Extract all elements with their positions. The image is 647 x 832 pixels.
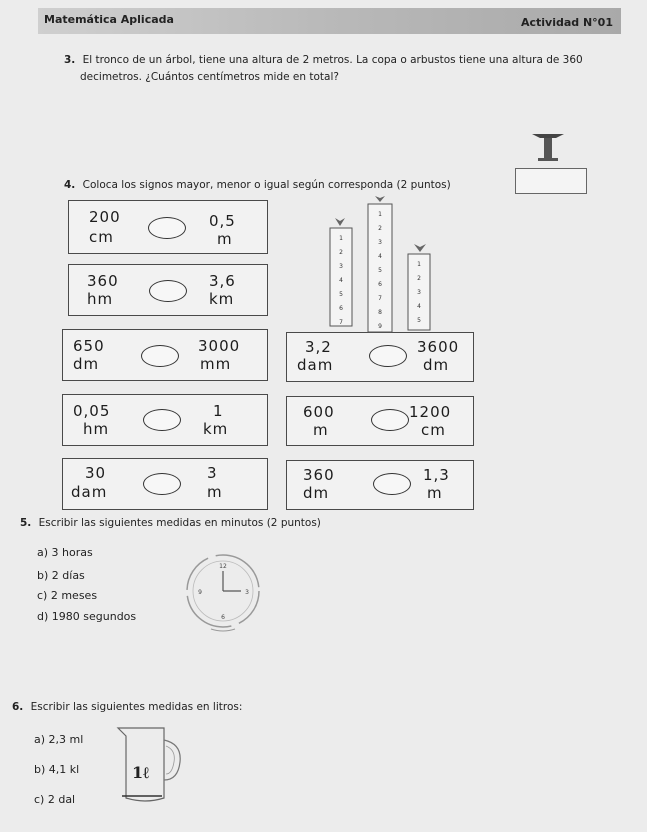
sign-oval[interactable] [373,473,411,495]
sign-oval[interactable] [141,345,179,367]
ruler-a-label: 7 [339,319,343,326]
comparison-box [286,460,474,510]
left-unit: hm [83,420,110,438]
clock-label: 6 [221,614,225,621]
clock-icon [183,543,263,635]
question-text: Escribir las siguientes medidas en litros: [30,701,243,713]
item-text: 2,3 ml [48,733,84,746]
right-unit: dm [423,356,450,374]
list-item [34,793,75,806]
left-value: 360 [87,272,119,290]
item-letter: b) [34,763,46,776]
item-letter: a) [37,546,49,559]
item-text: 4,1 kl [48,763,80,776]
list-item [34,733,83,746]
item-text: 2 dal [47,793,76,806]
left-value: 600 [303,403,335,421]
right-unit: cm [421,421,446,439]
left-value: 30 [85,464,107,482]
ruler-b-label: 5 [378,267,382,274]
rulers-illustration [316,196,446,336]
right-value: 1,3 [423,466,450,484]
ruler-b-label: 6 [378,281,382,288]
left-unit: dam [71,483,108,501]
right-unit: mm [200,355,232,373]
comparison-box [62,329,268,381]
ruler-c-label: 3 [417,289,421,296]
question-number: 6. [12,701,24,713]
right-value: 1 [213,402,224,420]
right-unit: km [209,290,235,308]
right-value: 3 [207,464,218,482]
item-text: 2 días [51,569,85,582]
left-unit: dm [73,355,100,373]
ruler-b-label: 9 [378,323,382,330]
ruler-c-label: 4 [417,303,421,310]
left-unit: dam [297,356,334,374]
clock-label: 9 [198,589,202,596]
right-value: 0,5 [209,212,236,230]
comparison-box [68,264,268,316]
question-6 [12,700,242,715]
left-value: 0,05 [73,402,111,420]
item-text: 1980 segundos [51,610,137,623]
item-letter: c) [34,793,45,806]
ruler-b-label: 2 [378,225,382,232]
list-item [37,589,97,602]
item-letter: a) [34,733,46,746]
item-letter: b) [37,569,49,582]
left-unit: dm [303,484,330,502]
comparison-box [286,332,474,382]
sign-oval[interactable] [149,280,187,302]
item-text: 2 meses [50,589,98,602]
ruler-c-label: 2 [417,275,421,282]
question-3 [64,53,624,68]
question-number: 4. [64,179,76,191]
ruler-b-label: 4 [378,253,382,260]
ruler-a-label: 6 [339,305,343,312]
ruler-a-label: 3 [339,263,343,270]
left-value: 200 [89,208,121,226]
right-unit: km [203,420,229,438]
answer-box[interactable] [515,168,587,194]
question-number: 5. [20,517,32,529]
item-letter: c) [37,589,48,602]
comparison-box [68,200,268,254]
item-text: 3 horas [51,546,93,559]
right-unit: m [217,230,233,248]
ruler-a-label: 4 [339,277,343,284]
right-value: 3600 [417,338,460,356]
question-5 [20,516,321,531]
ruler-b-label: 7 [378,295,382,302]
activity-number: Actividad N°01 [520,16,613,29]
left-value: 360 [303,466,335,484]
question-text: Escribir las siguientes medidas en minutos (2 puntos) [38,517,321,529]
sign-oval[interactable] [371,409,409,431]
ruler-a-label: 2 [339,249,343,256]
list-item [37,569,85,582]
ruler-a-label: 1 [339,235,343,242]
list-item [37,610,136,623]
question-3-line2: decimetros. ¿Cuántos centímetros mide en total? [80,71,339,83]
subject-title: Matemática Aplicada [44,13,174,26]
sign-oval[interactable] [148,217,186,239]
left-value: 650 [73,337,105,355]
right-value: 3000 [198,337,241,355]
question-text: El tronco de un árbol, tiene una altura de 2 metros. La copa o arbustos tiene una altura de 360 [82,54,583,66]
header-band [38,8,621,34]
sign-oval[interactable] [143,473,181,495]
left-unit: cm [89,228,114,246]
list-item [37,546,93,559]
list-item [34,763,79,776]
question-text: Coloca los signos mayor, menor o igual según corresponda (2 puntos) [82,179,451,191]
right-unit: m [207,483,223,501]
comparison-box [286,396,474,446]
left-unit: m [313,421,329,439]
jug-icon [112,722,188,806]
tree-icon [528,130,568,162]
clock-label: 12 [219,563,227,570]
right-unit: m [427,484,443,502]
clock-label: 3 [245,589,249,596]
ruler-a-label: 5 [339,291,343,298]
ruler-c-label: 1 [417,261,421,268]
jug-label: 1ℓ [132,763,150,782]
ruler-c-label: 5 [417,317,421,324]
sign-oval[interactable] [369,345,407,367]
left-value: 3,2 [305,338,332,356]
right-value: 1200 [409,403,452,421]
comparison-box [62,394,268,446]
ruler-b-label: 8 [378,309,382,316]
question-number: 3. [64,54,76,66]
ruler-b-label: 3 [378,239,382,246]
item-letter: d) [37,610,49,623]
sign-oval[interactable] [143,409,181,431]
ruler-b-label: 1 [378,211,382,218]
right-value: 3,6 [209,272,236,290]
left-unit: hm [87,290,114,308]
question-4 [64,178,451,193]
comparison-box [62,458,268,510]
